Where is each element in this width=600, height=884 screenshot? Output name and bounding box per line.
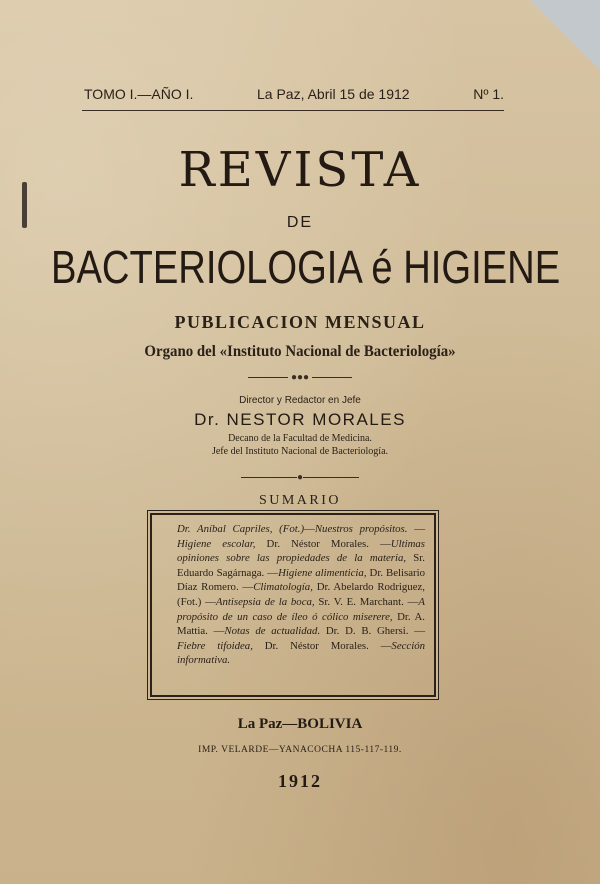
ornament-divider: ●	[0, 472, 600, 483]
sumario-author: Dr. D. B. Ghersi.	[320, 625, 409, 638]
sumario-title: Higiene alimenticia,	[278, 566, 367, 579]
title-line-3: BACTERIOLOGIA é HIGIENE	[51, 241, 561, 293]
volume-label: TOMO I.—AÑO I.	[84, 86, 194, 102]
sumario-author: Sr. V. E. Marchant.	[314, 595, 404, 608]
sumario-entry: —Ultimas opiniones sobre las propiedades de la materia, Sr. Eduardo Sagárnaga.	[177, 537, 425, 579]
sumario-title: Antisepsia de la boca,	[215, 595, 315, 608]
header-divider	[82, 110, 504, 111]
folded-corner	[530, 0, 600, 70]
sumario-author: Dr. A. Mattia.	[177, 610, 426, 638]
sumario-author: Dr. Abelardo Rodriguez, (Fot.)	[177, 581, 425, 608]
director-name: Dr. NESTOR MORALES	[194, 410, 406, 429]
issue-date: La Paz, Abril 15 de 1912	[257, 86, 410, 102]
sumario-title: Fiebre tifoidea,	[177, 639, 253, 652]
sumario-heading: SUMARIO	[258, 493, 342, 508]
publication-place: La Paz—BOLIVIA	[237, 716, 363, 732]
sumario-entry: Dr. Aníbal Capriles, (Fot.)—Nuestros propósitos.	[177, 523, 408, 535]
publication-year: 1912	[278, 771, 322, 791]
title-line-1: REVISTA	[178, 142, 422, 198]
sumario-title: Higiene escolar,	[177, 537, 256, 550]
sumario-author: Dr. Aníbal Capriles, (Fot.)	[177, 523, 305, 535]
sumario-author: Sr. Eduardo Sagárnaga.	[177, 552, 425, 579]
sumario-entry: —Antisepsia de la boca, Sr. V. E. Marchant.	[205, 595, 404, 608]
sumario-title: Climatología,	[253, 581, 313, 594]
sumario-title: Ultimas opiniones sobre las propiedades de la materia,	[177, 537, 425, 565]
sumario-title: A propósito de un caso de íleo ó cólico miserere,	[177, 595, 426, 623]
director-title-1: Decano de la Facultad de Medicina.	[228, 433, 372, 444]
sumario-entry: —Notas de actualidad. Dr. D. B. Ghersi.	[213, 625, 409, 638]
director-role: Director y Redactor en Jefe	[239, 395, 361, 406]
sumario-title: Notas de actualidad.	[224, 625, 321, 638]
issue-header	[84, 86, 504, 108]
sumario-entry: —Higiene alimenticia, Dr. Belisario Díaz Romero.	[177, 566, 426, 594]
director-title-2: Jefe del Instituto Nacional de Bacteriología.	[211, 446, 389, 457]
publication-frequency: PUBLICACION MENSUAL	[174, 312, 426, 332]
sumario-title: Sección informativa.	[177, 639, 425, 667]
sumario-entry: —Sección informativa.	[177, 639, 425, 667]
sumario-entry: —Fiebre tifoidea, Dr. Néstor Morales.	[177, 625, 425, 652]
title-line-2: DE	[286, 214, 314, 231]
printer-line: IMP. VELARDE—YANACOCHA 115-117-119.	[198, 745, 402, 755]
sumario-entry: —Climatología, Dr. Abelardo Rodriguez, (Fot.)	[177, 581, 425, 608]
sumario-author: Dr. Belisario Díaz Romero.	[177, 566, 426, 594]
issue-number: Nº 1.	[473, 86, 504, 102]
sumario-list	[177, 522, 425, 668]
sumario-entry: —Higiene escolar, Dr. Néstor Morales.	[177, 523, 425, 550]
sumario-entry: —A propósito de un caso de íleo ó cólico miserere, Dr. A. Mattia.	[177, 595, 426, 638]
sumario-title: Nuestros propósitos.	[314, 523, 408, 535]
sumario-author: Dr. Néstor Morales.	[252, 639, 369, 652]
ornament-divider: ●●●	[0, 372, 600, 383]
sumario-author: Dr. Néstor Morales.	[255, 537, 369, 550]
organ-line: Organo del «Instituto Nacional de Bacteriología»	[144, 343, 456, 360]
